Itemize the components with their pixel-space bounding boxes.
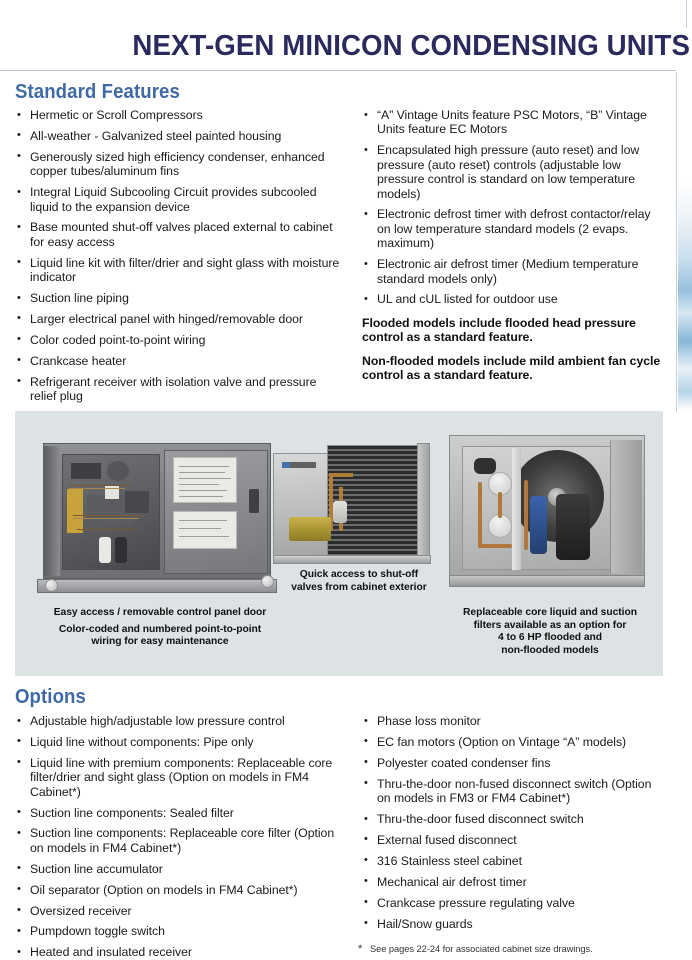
flooded-models-note: Flooded models include flooded head pressure control as a standard feature.: [362, 315, 636, 345]
shutoff-valves: [289, 517, 331, 541]
right-edge-rule: [676, 72, 677, 412]
liquid-line-filter: [333, 501, 347, 523]
capacitor-right: [115, 537, 127, 563]
caption-line: wiring for easy maintenance: [91, 636, 229, 648]
options-left-column: [15, 714, 345, 960]
list-item: • Suction line accumulator: [15, 862, 345, 876]
caption-line: valves from cabinet exterior: [291, 581, 427, 593]
mounting-strap: [512, 448, 521, 570]
cabinet-side-panel: [273, 453, 329, 559]
compressor: [556, 494, 590, 560]
cabinet-body: [43, 443, 271, 579]
wire: [69, 485, 131, 486]
list-item: • 316 Stainless steel cabinet: [362, 854, 662, 868]
header-tick-mark: [686, 0, 687, 28]
caster-right: [261, 575, 274, 588]
standard-features-right-column: [362, 108, 662, 383]
list-item: • EC fan motors (Option on Vintage “A” models): [362, 735, 662, 749]
list-item: • Phase loss monitor: [362, 714, 662, 728]
options-heading: Options: [15, 686, 86, 708]
wire: [77, 529, 135, 530]
cabinet-exterior-shutoff-valves-photo: [273, 443, 441, 568]
options-right-column: [362, 714, 662, 937]
list-item: • Hail/Snow guards: [362, 917, 662, 931]
defrost-timer-dial: [107, 461, 129, 481]
caption-line: Easy access / removable control panel door: [53, 607, 267, 618]
list-item: • Polyester coated condenser fins: [362, 756, 662, 770]
list-item: • Suction line components: Replaceable core filter (Option on models in FM4 Cabinet*): [15, 826, 345, 855]
caption-line: Quick access to shut-off: [299, 569, 419, 580]
open-unit-replaceable-core-filters-photo: [449, 435, 649, 597]
list-item: • Generously sized high efficiency condenser, enhanced copper tubes/aluminum fins: [15, 150, 345, 179]
list-item: • Suction line components: Sealed filter: [15, 806, 345, 820]
unit-base-rail: [273, 555, 431, 564]
footnote-text: See pages 22-24 for associated cabinet size drawings.: [370, 944, 593, 954]
list-item: • Liquid line with premium components: Replaceable core filter/drier and sight glass (Option on models in FM4 Cabinet*): [15, 756, 345, 799]
wire: [69, 488, 125, 489]
caster-left: [45, 579, 58, 592]
options-right-list: [362, 714, 662, 931]
cabinet-left-door: [44, 446, 60, 576]
list-item: • Encapsulated high pressure (auto reset) and low pressure (auto reset) controls (adjustable low pressure control is standard on low temperature models): [362, 143, 662, 201]
control-panel-cabinet-photo: [33, 439, 285, 599]
caption-line: 4 to 6 HP flooded and: [497, 632, 603, 644]
standard-features-left-column: [15, 108, 345, 410]
photo-panel: [15, 411, 663, 676]
contactor-block: [67, 489, 83, 533]
caption-line: filters available as an option for: [473, 619, 627, 631]
door-handle: [249, 489, 259, 513]
list-item: • Oil separator (Option on models in FM4 Cabinet*): [15, 883, 345, 897]
cabinet-corner-post: [417, 443, 430, 561]
wire: [73, 518, 139, 519]
copper-line: [478, 544, 512, 548]
cabinet-side-rail: [610, 440, 642, 574]
caption-left: [29, 607, 291, 649]
unit-cabinet: [449, 435, 645, 585]
unit-base-rail: [449, 575, 645, 587]
component-block: [71, 463, 101, 479]
list-item: • UL and cUL listed for outdoor use: [362, 292, 662, 306]
wiring-diagram-sheet-bottom: [173, 511, 237, 549]
page-header: [0, 0, 692, 72]
list-item: • Pumpdown toggle switch: [15, 924, 345, 938]
list-item: • Thru-the-door fused disconnect switch: [362, 812, 662, 826]
list-item: • Integral Liquid Subcooling Circuit provides subcooled liquid to the expansion device: [15, 185, 345, 214]
list-item: • Electronic defrost timer with defrost contactor/relay on low temperature standard models (2 evaps. maximum): [362, 207, 662, 250]
cabinet-door-with-diagrams: [164, 450, 268, 574]
list-item: • Crankcase heater: [15, 354, 345, 368]
capacitor-left: [99, 537, 111, 563]
standard-features-right-list: [362, 108, 662, 307]
standard-features-left-list: [15, 108, 345, 404]
list-item: • Oversized receiver: [15, 904, 345, 918]
standard-features-heading: Standard Features: [15, 81, 180, 103]
caption-line: Color-coded and numbered point-to-point: [58, 623, 262, 635]
list-item: • Electronic air defrost timer (Medium temperature standard models only): [362, 257, 662, 286]
copper-line: [478, 482, 482, 548]
copper-pipe: [329, 473, 353, 477]
caption-line: Replaceable core liquid and suction: [463, 607, 637, 618]
list-item: • Adjustable high/adjustable low pressure control: [15, 714, 345, 728]
footnote-marker: *: [358, 943, 363, 955]
cabinet-base-rail: [37, 579, 277, 593]
list-item: • All-weather - Galvanized steel painted housing: [15, 129, 345, 143]
copper-line: [498, 492, 502, 518]
copper-line: [524, 480, 528, 550]
page-title: NEXT-GEN MINICON CONDENSING UNITS: [132, 30, 691, 62]
list-item: • External fused disconnect: [362, 833, 662, 847]
list-item: • Color coded point-to-point wiring: [15, 333, 345, 347]
accumulator: [474, 458, 496, 474]
cabinet-interior-wiring: [62, 454, 160, 570]
caption-middle: [277, 569, 441, 594]
caption-line: non-flooded models: [501, 644, 599, 656]
list-item: • Liquid line without components: Pipe only: [15, 735, 345, 749]
liquid-receiver: [530, 496, 547, 554]
list-item: • Heated and insulated receiver: [15, 945, 345, 959]
list-item: • Mechanical air defrost timer: [362, 875, 662, 889]
list-item: • Crankcase pressure regulating valve: [362, 896, 662, 910]
header-divider: [0, 70, 676, 71]
wiring-diagram-sheet-top: [173, 457, 237, 503]
wire: [73, 515, 143, 516]
list-item: • Thru-the-door non-fused disconnect switch (Option on models in FM3 or FM4 Cabinet*): [362, 777, 662, 806]
wire-bundle-block: [125, 491, 149, 513]
brand-logo: [282, 462, 316, 468]
caption-right: [445, 607, 655, 657]
list-item: • Suction line piping: [15, 291, 345, 305]
list-item: • Liquid line kit with filter/drier and sight glass with moisture indicator: [15, 256, 345, 285]
non-flooded-models-note: Non-flooded models include mild ambient fan cycle control as a standard feature.: [362, 353, 661, 383]
list-item: • Hermetic or Scroll Compressors: [15, 108, 345, 122]
list-item: • Larger electrical panel with hinged/removable door: [15, 312, 345, 326]
list-item: • “A” Vintage Units feature PSC Motors, “B” Vintage Units feature EC Motors: [362, 108, 662, 137]
options-left-list: [15, 714, 345, 960]
right-edge-bleed-graphic: [678, 180, 692, 410]
list-item: • Refrigerant receiver with isolation valve and pressure relief plug: [15, 375, 345, 404]
list-item: • Base mounted shut-off valves placed external to cabinet for easy access: [15, 220, 345, 249]
